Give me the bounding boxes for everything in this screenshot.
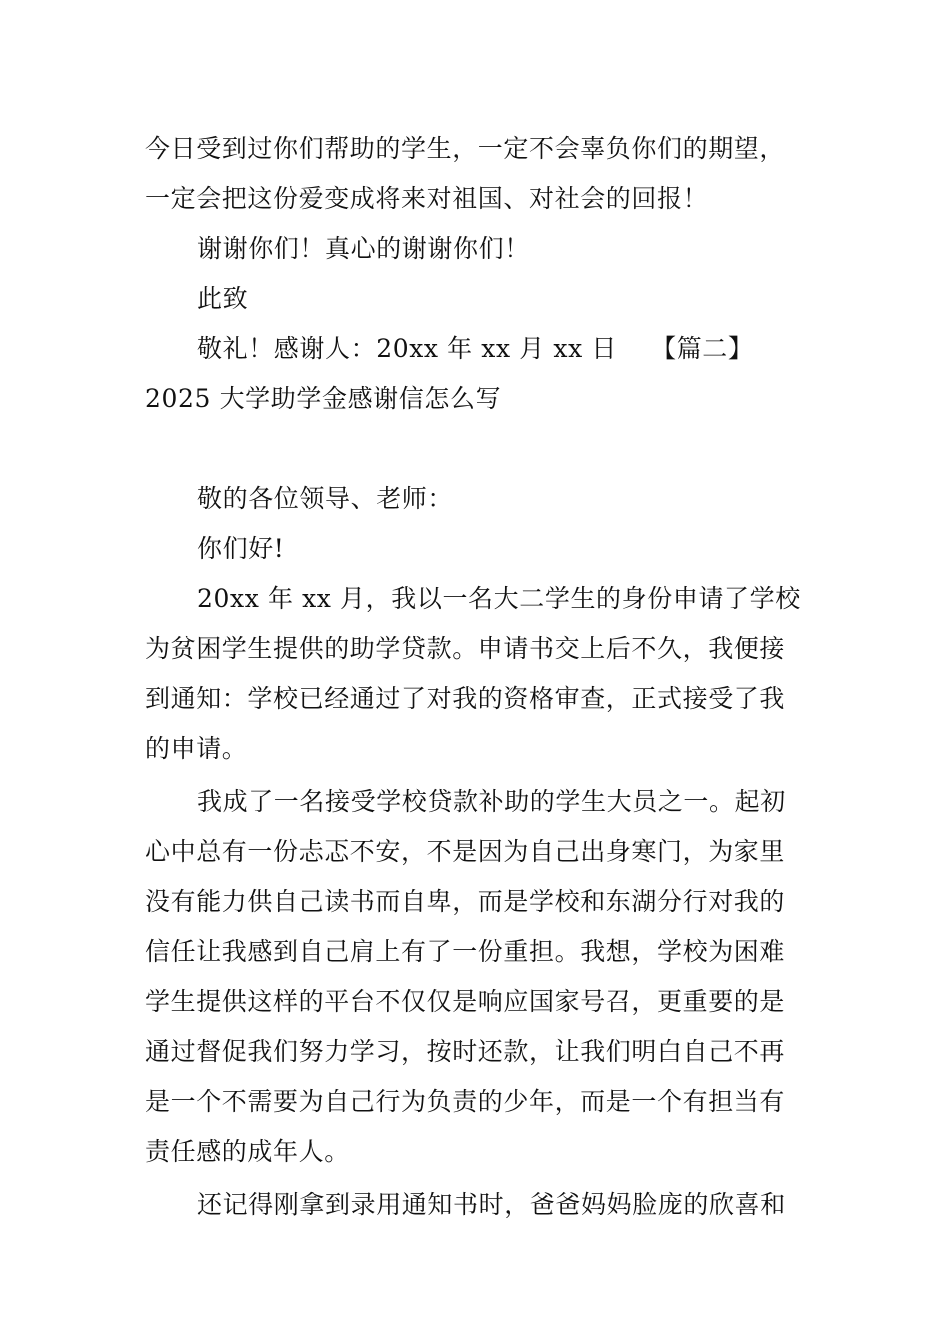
paragraph-responsibility: 我成了一名接受学校贷款补助的学生大员之一。起初心中总有一份忐忑不安，不是因为自己出身寒门，为家里没有能力供自己读书而自卑，而是学校和东湖分行对我的信任让我感到自己肩上有了一份重担。我想，学校为困难学生提供这样的平台不仅仅是响应国家号召，更重要的是通过督促我们努力学习，按时还款，让我们明白自己不再是一个不需要为自己行为负责的少年，而是一个有担当有责任感的成年人。 [145,787,786,1166]
document-body [145,124,807,1230]
paragraph-signature-and-section-title: 敬礼！感谢人：20xx 年 xx 月 xx 日 【篇二】2025 大学助学金感谢信怎么写 [145,334,754,413]
paragraph-salutation-cizhi: 此致 [197,284,249,313]
paragraph-thanks: 谢谢你们！真心的谢谢你们！ [197,234,530,263]
paragraph-greeting-recipients: 敬的各位领导、老师： [197,484,454,513]
paragraph-memory: 还记得刚拿到录用通知书时，爸爸妈妈脸庞的欣喜和 [197,1190,786,1219]
paragraph-closing-promise: 今日受到过你们帮助的学生，一定不会辜负你们的期望，一定会把这份爱变成将来对祖国、对社会的回报！ [145,134,786,213]
paragraph-greeting-hello: 你们好! [197,534,285,563]
blank-line [145,424,807,474]
paragraph-application: 20xx 年 xx 月，我以一名大二学生的身份申请了学校为贫困学生提供的助学贷款。申请书交上后不久，我便接到通知：学校已经通过了对我的资格审查，正式接受了我的申请。 [145,584,801,763]
